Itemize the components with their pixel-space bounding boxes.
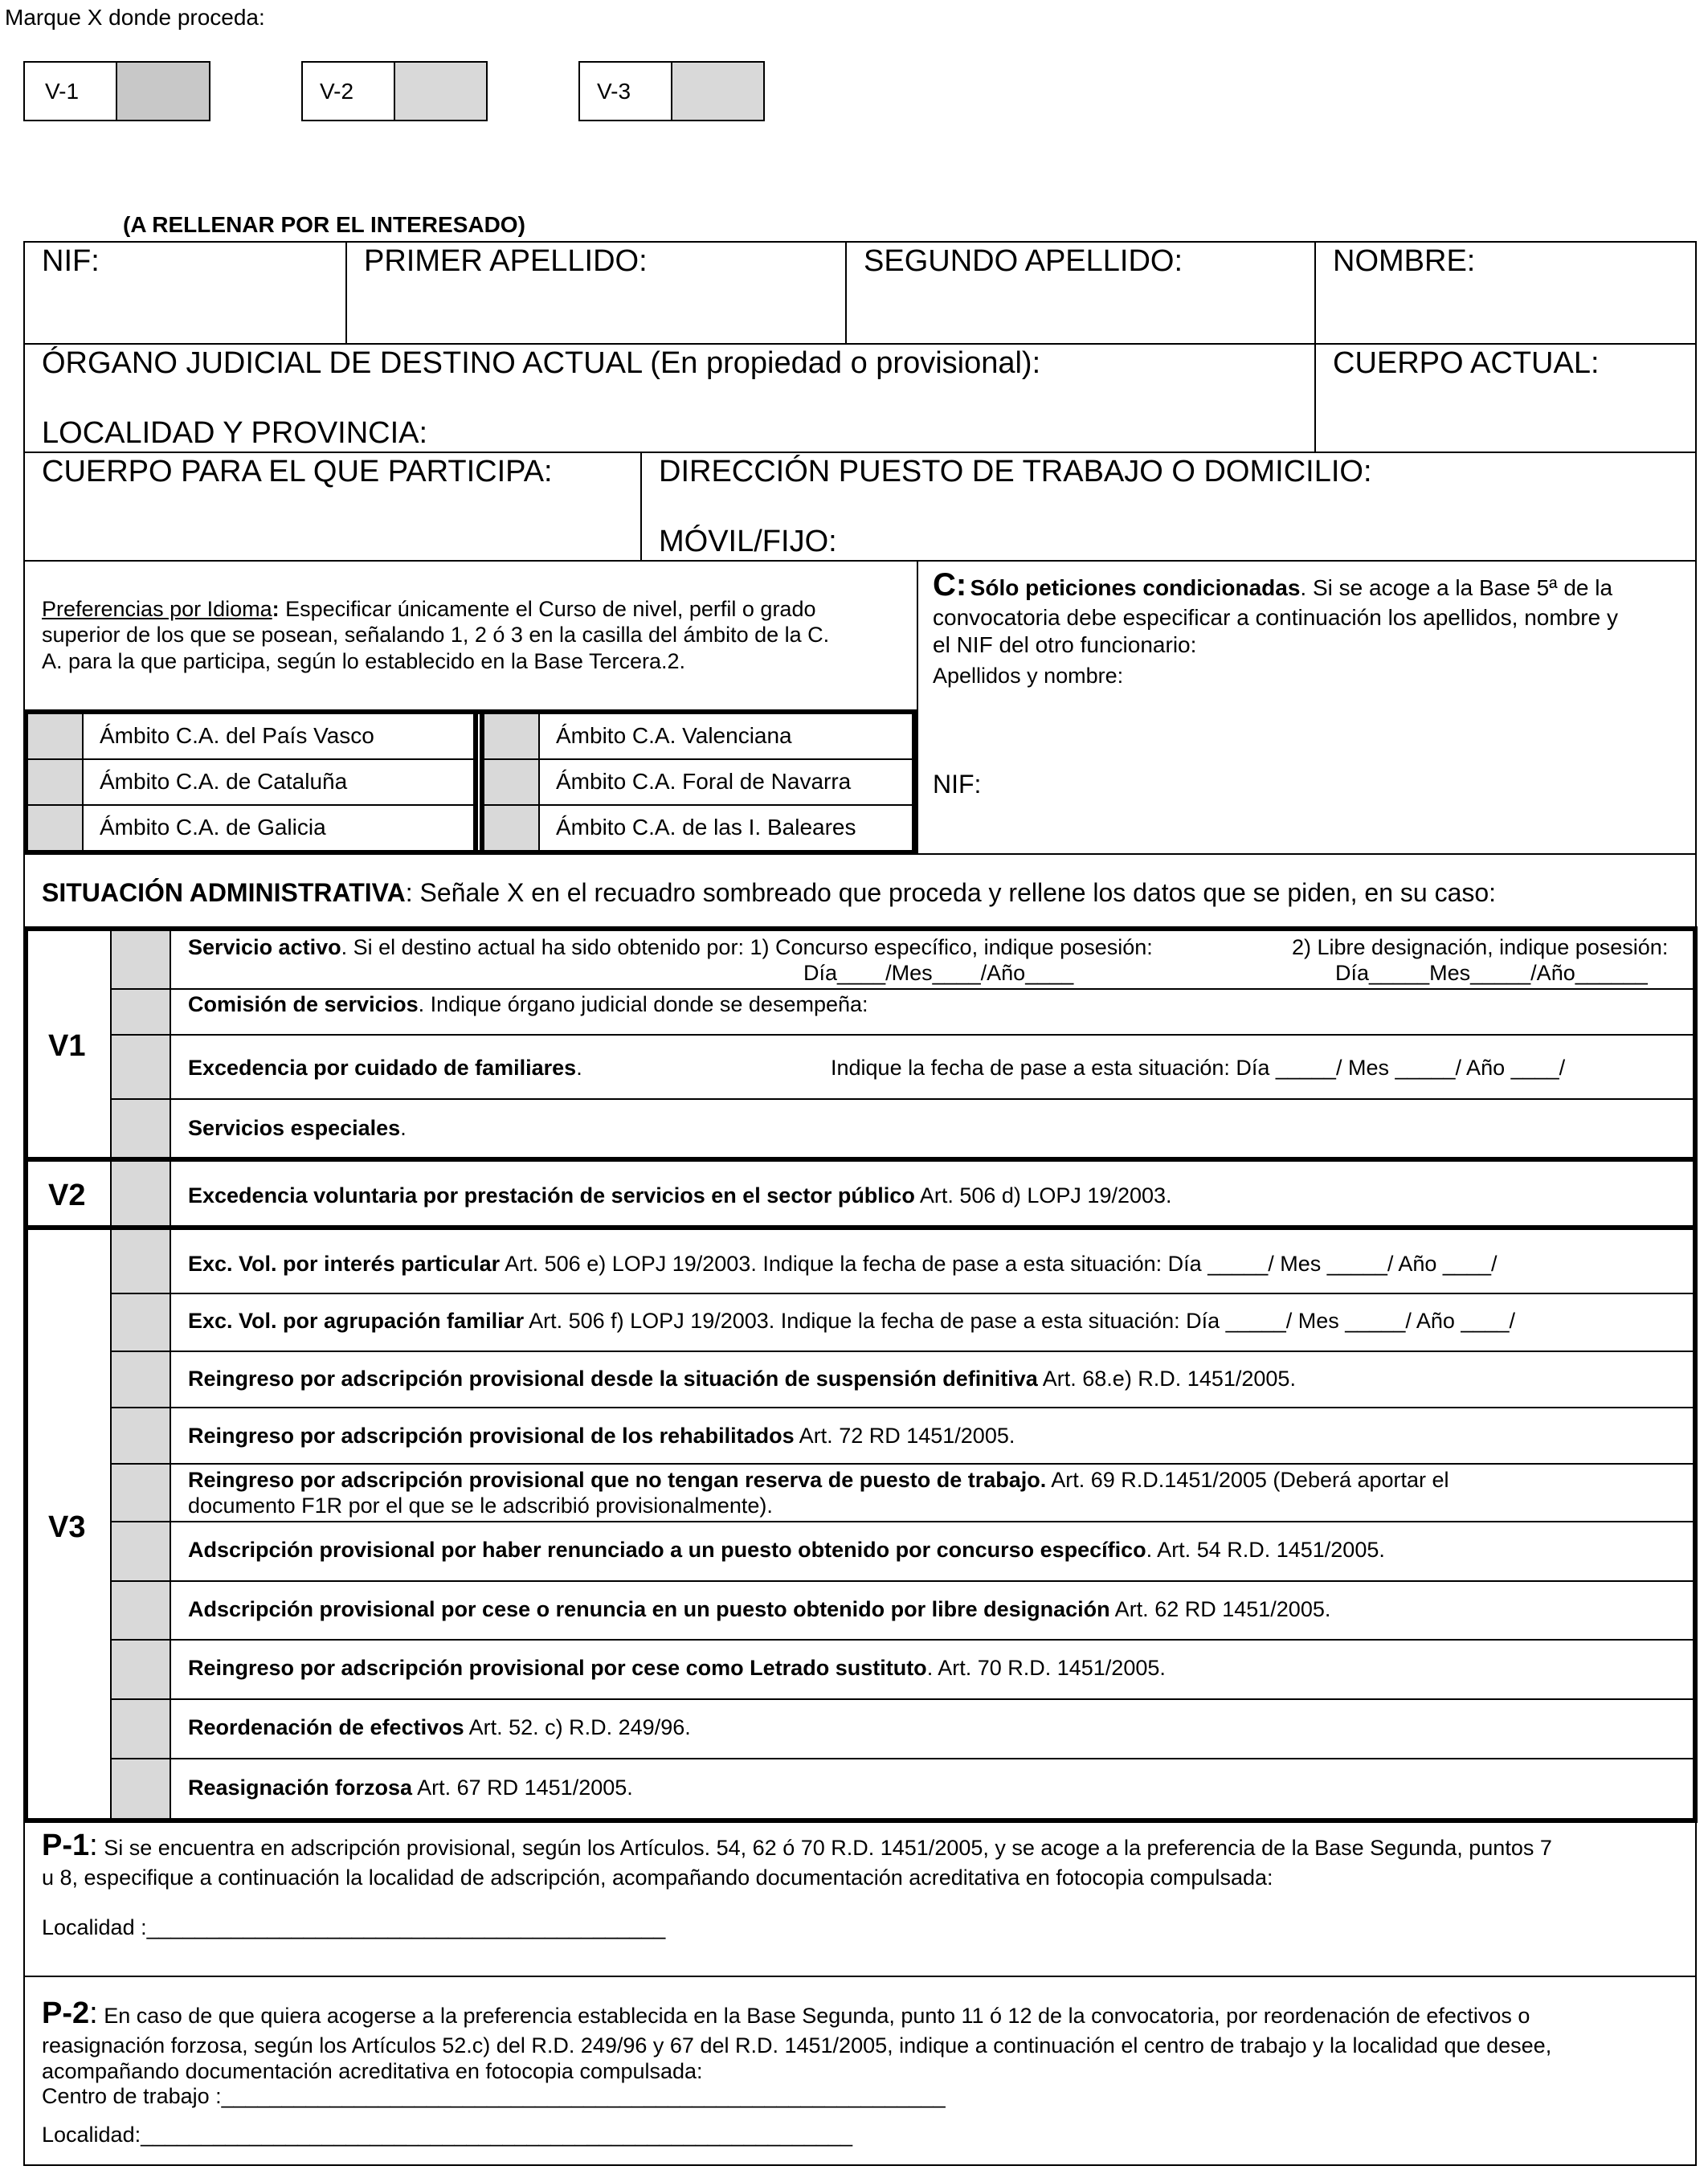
v1-servicios-especiales-text: Servicios especiales. [188,1116,407,1140]
nif-field[interactable]: NIF: [42,244,100,278]
v3-row-9-checkbox[interactable] [112,1700,170,1758]
direccion-field[interactable]: DIRECCIÓN PUESTO DE TRABAJO O DOMICILIO: [659,455,1372,488]
condicionadas-instructions: C: Sólo peticiones condicionadas. Si se acoge a la Base 5ª de la convocatoria debe especificar a continuación los apellidos, nombre y el NIF del otro funcionario: [933,567,1618,657]
ambito-pais-vasco-label: Ámbito C.A. del País Vasco [100,723,374,748]
v1-servicio-activo-text: Servicio activo. Si el destino actual ha sido obtenido por: 1) Concurso específico, indique posesión: [188,935,1153,959]
v3-row-5-checkbox[interactable] [112,1465,170,1521]
p2-instructions: P-2: En caso de que quiera acogerse a la preferencia establecida en la Base Segunda, punto 11 ó 12 de la convocatoria, por reordenación de efectivos o reasignación forzosa, según los Artículos 52.c) del R.D. 249/96 y 67 del R.D. 1451/2005, indique a continuación el centro de trabajo y la localidad que desee, acompañando documentación acreditativa en fotocopia compulsada: [42,1996,1552,2083]
ambito-baleares-checkbox[interactable] [484,806,538,850]
v1-servicio-activo-checkbox[interactable] [112,931,170,988]
v2-group-label: V2 [48,1179,86,1212]
v1-comision-text: Comisión de servicios. Indique órgano judicial donde se desempeña: [188,992,868,1016]
idioma-instructions: Preferencias por Idioma: Especificar únicamente el Curso de nivel, perfil o grado superior de los que se posean, señalando 1, 2 ó 3 en la casilla del ámbito de la C. A. para la que participa, según lo establecido en la Base Tercera.2. [42,597,830,673]
p1-instructions: P-1: Si se encuentra en adscripción provisional, según los Artículos. 54, 62 ó 70 R.D. 1451/2005, y se acoge a la preferencia de la Base Segunda, puntos 7 u 8, especifique a continuación la localidad de adscripción, acompañando documentación acreditativa en fotocopia compulsada: [42,1829,1552,1890]
v1-excedencia-fecha-field[interactable]: Indique la fecha de pase a esta situación: Día _____/ Mes _____/ Año ____/ [831,1056,1566,1080]
p2-centro-trabajo-field[interactable]: Centro de trabajo :____________________________________________________________ [42,2084,946,2108]
v1-fecha-libre-field[interactable]: Día_____Mes_____/Año______ [1335,961,1648,985]
condicionadas-nif-field[interactable]: NIF: [933,770,982,799]
v3-row-2-text: Exc. Vol. por agrupación familiar Art. 506 f) LOPJ 19/2003. Indique la fecha de pase a esta situación: Día _____/ Mes _____/ Año ____/ [188,1309,1515,1333]
v3-row-6-checkbox[interactable] [112,1522,170,1580]
v3-row-1-text: Exc. Vol. por interés particular Art. 506 e) LOPJ 19/2003. Indique la fecha de pase a esta situación: Día _____/ Mes _____/ Año ____/ [188,1252,1498,1276]
v3-group-label: V3 [48,1510,86,1544]
segundo-apellido-field[interactable]: SEGUNDO APELLIDO: [864,244,1183,278]
v3-row-7-checkbox[interactable] [112,1582,170,1639]
ambito-cataluna-label: Ámbito C.A. de Cataluña [100,769,348,794]
option-v3-label: V-3 [597,79,631,104]
instruction-text: Marque X donde proceda: [5,5,265,30]
v3-row-10-text: Reasignación forzosa Art. 67 RD 1451/2005. [188,1776,633,1800]
apellidos-nombre-field[interactable]: Apellidos y nombre: [933,664,1124,688]
p1-localidad-field[interactable]: Localidad :___________________________________________ [42,1915,666,1939]
v3-row-5-text: Reingreso por adscripción provisional que no tengan reserva de puesto de trabajo. Art. 69 R.D.1451/2005 (Deberá aportar el [188,1468,1449,1492]
v1-group-label: V1 [48,1029,86,1063]
v3-row-7-text: Adscripción provisional por cese o renuncia en un puesto obtenido por libre designación Art. 62 RD 1451/2005. [188,1597,1331,1621]
v3-row-4-checkbox[interactable] [112,1408,170,1463]
v3-row-3-text: Reingreso por adscripción provisional desde la situación de suspensión definitiva Art. 68.e) R.D. 1451/2005. [188,1367,1296,1391]
v3-row-10-checkbox[interactable] [112,1759,170,1818]
cuerpo-actual-field[interactable]: CUERPO ACTUAL: [1333,346,1600,380]
ambito-cataluna-checkbox[interactable] [28,760,82,804]
v3-row-8-text: Reingreso por adscripción provisional por cese como Letrado sustituto. Art. 70 R.D. 1451/2005. [188,1656,1166,1680]
v3-row-4-text: Reingreso por adscripción provisional de los rehabilitados Art. 72 RD 1451/2005. [188,1424,1015,1448]
option-v2-checkbox[interactable] [394,63,486,120]
option-v1-checkbox[interactable] [116,63,209,120]
v1-servicios-especiales-checkbox[interactable] [112,1100,170,1157]
ambito-galicia-checkbox[interactable] [28,806,82,850]
v3-row-9-text: Reordenación de efectivos Art. 52. c) R.D. 249/96. [188,1715,691,1739]
ambito-navarra-checkbox[interactable] [484,760,538,804]
v1-excedencia-familiares-text: Excedencia por cuidado de familiares. [188,1056,582,1080]
v1-fecha-concurso-field[interactable]: Día____/Mes____/Año____ [803,961,1074,985]
v2-excedencia-text: Excedencia voluntaria por prestación de servicios en el sector público Art. 506 d) LOPJ 19/2003. [188,1183,1172,1208]
v3-row-3-checkbox[interactable] [112,1352,170,1407]
situacion-title: SITUACIÓN ADMINISTRATIVA: Señale X en el recuadro sombreado que proceda y rellene los datos que se piden, en su caso: [42,878,1497,907]
v3-row-5-text-line2: documento F1R por el que se le adscribió provisionalmente). [188,1494,773,1518]
v1-comision-checkbox[interactable] [112,990,170,1034]
localidad-provincia-field[interactable]: LOCALIDAD Y PROVINCIA: [42,416,428,450]
v1-libre-designacion-text: 2) Libre designación, indique posesión: [1292,935,1669,959]
option-v1-label: V-1 [45,79,80,104]
primer-apellido-field[interactable]: PRIMER APELLIDO: [364,244,648,278]
p2-localidad-field[interactable]: Localidad:___________________________________________________________ [42,2123,853,2147]
ambito-navarra-label: Ámbito C.A. Foral de Navarra [556,769,852,794]
organo-judicial-field[interactable]: ÓRGANO JUDICIAL DE DESTINO ACTUAL (En propiedad o provisional): [42,346,1041,380]
nombre-field[interactable]: NOMBRE: [1333,244,1476,278]
ambito-galicia-label: Ámbito C.A. de Galicia [100,815,326,840]
cuerpo-participa-field[interactable]: CUERPO PARA EL QUE PARTICIPA: [42,455,553,488]
v2-excedencia-sector-publico-checkbox[interactable] [112,1162,170,1225]
option-v2-label: V-2 [320,79,354,104]
ambito-valenciana-checkbox[interactable] [484,714,538,758]
ambito-valenciana-label: Ámbito C.A. Valenciana [556,723,792,748]
ambito-pais-vasco-checkbox[interactable] [28,714,82,758]
movil-fijo-field[interactable]: MÓVIL/FIJO: [659,525,837,558]
section-title: (A RELLENAR POR EL INTERESADO) [123,212,525,237]
v3-row-8-checkbox[interactable] [112,1641,170,1698]
v1-excedencia-familiares-checkbox[interactable] [112,1036,170,1098]
v3-row-2-checkbox[interactable] [112,1294,170,1351]
v3-row-6-text: Adscripción provisional por haber renunciado a un puesto obtenido por concurso específico. Art. 54 R.D. 1451/2005. [188,1538,1385,1562]
v3-row-1-checkbox[interactable] [112,1230,170,1293]
option-v3-checkbox[interactable] [672,63,763,120]
ambito-baleares-label: Ámbito C.A. de las I. Baleares [556,815,856,840]
